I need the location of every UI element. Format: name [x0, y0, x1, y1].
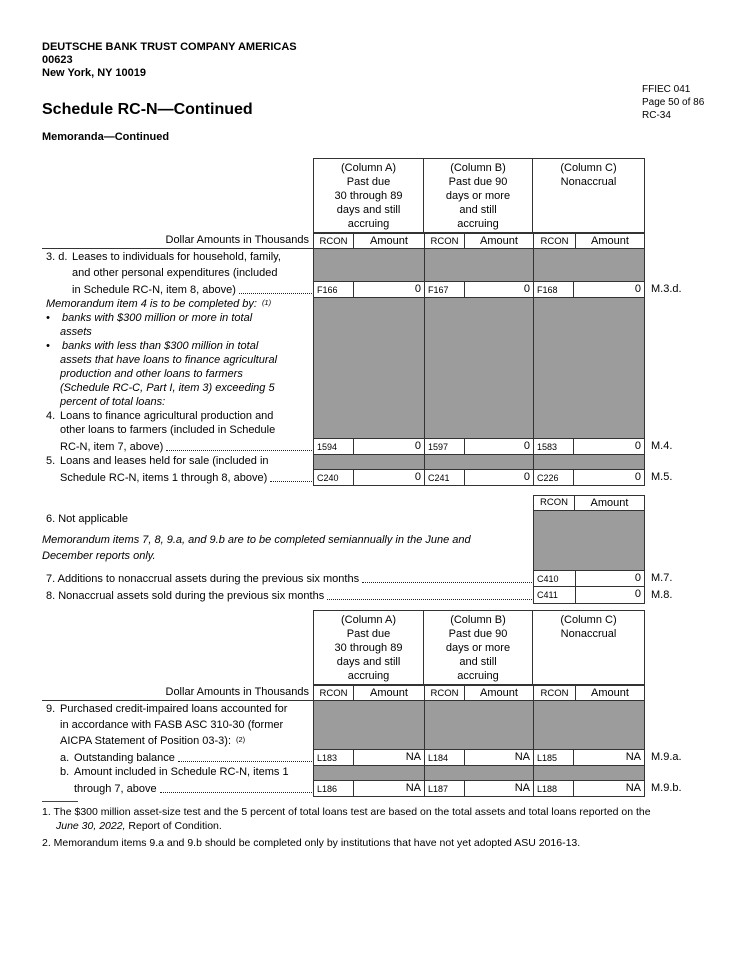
row-label-text: Schedule RC-N, items 1 through 8, above): [60, 472, 268, 484]
rcon-header-b: RCON: [424, 233, 464, 248]
row-label: [42, 326, 313, 340]
item-number: 4.: [46, 410, 56, 422]
table1-row-m5-line1: [42, 455, 645, 469]
shaded-cell: [533, 340, 645, 354]
shaded-cell: [424, 410, 533, 424]
row-label: [42, 749, 313, 766]
row-label: [42, 570, 533, 587]
footnote-1-date: June 30, 2022,: [56, 820, 126, 832]
row-label-text: Amount included in Schedule RC-N, items 1: [74, 766, 289, 778]
amount-value: 0: [634, 588, 641, 600]
row-label: [42, 410, 313, 424]
shaded-cell: [424, 396, 533, 410]
shaded-cell: [533, 326, 645, 340]
row-label-text: RC-N, item 7, above): [60, 441, 164, 453]
row-label-text: banks with less than $300 million in total: [62, 340, 259, 352]
footnote-separator: [42, 801, 78, 802]
item-number: 3. d.: [46, 251, 68, 263]
row-label: [42, 424, 313, 438]
shaded-cell: [533, 701, 645, 717]
shaded-cell: [424, 340, 533, 354]
column-a-line: 30 through 89: [334, 190, 403, 202]
row-label: [42, 312, 313, 326]
column-c-line: Nonaccrual: [560, 628, 617, 640]
table1-column-b-header: [423, 158, 533, 233]
cell-col-b: [424, 469, 533, 486]
row-label: [42, 733, 313, 749]
shaded-cell: [424, 326, 533, 340]
bank-name: DEUTSCHE BANK TRUST COMPANY AMERICAS: [42, 41, 297, 53]
table1-bullet1-line1: [42, 312, 645, 326]
cell-col-b: [424, 281, 533, 298]
column-b-line: (Column B): [450, 614, 506, 626]
rcon-code: C410: [534, 571, 576, 586]
row-label: [42, 469, 313, 486]
table1-bullet2-line4: [42, 382, 645, 396]
cell-col-c: [533, 570, 645, 587]
row-label-text: Leases to individuals for household, family,: [72, 251, 281, 263]
amount-header-c: Amount: [575, 233, 645, 248]
shaded-cell: [533, 455, 645, 469]
column-c-line: (Column C): [560, 614, 617, 626]
shaded-cell: [533, 396, 645, 410]
row-label: [42, 780, 313, 797]
amount-header-c: Amount: [575, 685, 645, 700]
shaded-cell: [533, 265, 645, 281]
rcon-code: F166: [314, 282, 354, 297]
row-label: [42, 587, 533, 604]
shaded-cell: [313, 340, 424, 354]
column-c-line: Nonaccrual: [560, 176, 617, 188]
shaded-cell: [313, 717, 424, 733]
shaded-cell: [424, 312, 533, 326]
column-a-line: days and still: [336, 204, 401, 216]
amount-value: NA: [625, 782, 641, 794]
table2-row-9-line3: [42, 733, 645, 749]
shaded-cell: [424, 424, 533, 438]
table2-column-b-header: [423, 610, 533, 685]
table1-bullet1-line2: [42, 326, 645, 340]
shaded-cell: [533, 511, 645, 570]
amount-header-b: Amount: [464, 685, 533, 700]
dotted-leader: [178, 761, 312, 762]
bullet-glyph: •: [46, 312, 50, 324]
dotted-leader: [362, 582, 532, 583]
row-label-text: in accordance with FASB ASC 310-30 (former: [60, 719, 284, 731]
row-label: [42, 396, 313, 410]
column-b-line: Past due 90: [448, 628, 508, 640]
bank-address: New York, NY 10019: [42, 67, 146, 79]
bank-id: 00623: [42, 54, 73, 66]
shaded-cell: [533, 312, 645, 326]
column-b-line: accruing: [457, 218, 499, 230]
amount-value: 0: [414, 283, 421, 295]
column-a-line: days and still: [336, 656, 401, 668]
shaded-cell: [424, 733, 533, 749]
amount-value: 0: [523, 471, 530, 483]
rcon-code: L185: [534, 750, 574, 765]
shaded-cell: [313, 424, 424, 438]
cell-col-c: [533, 469, 645, 486]
row-label-text: Outstanding balance: [74, 752, 175, 764]
column-c-line: (Column C): [560, 162, 617, 174]
row-m8-data: [42, 587, 672, 604]
cell-col-b: [424, 780, 533, 797]
row-label: [42, 766, 313, 780]
cell-col-a: [313, 780, 424, 797]
rcon-code: 1594: [314, 439, 354, 454]
shaded-cell: [424, 455, 533, 469]
table1-memo4-instruction: [42, 298, 645, 312]
column-a-line: (Column A): [340, 614, 397, 626]
row-label-text: production and other loans to farmers: [60, 368, 243, 380]
amount-value: NA: [405, 751, 421, 763]
row-label-text: 8. Nonaccrual assets sold during the previous six months: [46, 590, 325, 602]
column-a-line: accruing: [347, 218, 390, 230]
table2-row-9-line2: [42, 717, 645, 733]
shaded-cell: [533, 424, 645, 438]
amount-value: NA: [405, 782, 421, 794]
rcon-code: L186: [314, 781, 354, 796]
dotted-leader: [239, 293, 312, 294]
shaded-cell: [313, 382, 424, 396]
row-label: [42, 438, 313, 455]
shaded-cell: [313, 326, 424, 340]
amount-value: NA: [625, 751, 641, 763]
column-b-line: accruing: [457, 670, 499, 682]
column-b-line: and still: [459, 656, 497, 668]
shaded-cell: [533, 298, 645, 312]
table2-row-m9b-line1: [42, 766, 645, 780]
rcon-code: L187: [425, 781, 465, 796]
item-ref: M.5.: [651, 471, 673, 483]
amount-value: 0: [523, 440, 530, 452]
rcon-code: C241: [425, 470, 465, 485]
footnote-1-rest: Report of Condition.: [125, 820, 222, 832]
item-number: 5.: [46, 455, 56, 467]
column-b-line: and still: [459, 204, 497, 216]
row-label-text: through 7, above: [74, 783, 157, 795]
table1-subheader-row: [42, 233, 645, 249]
bullet-glyph: •: [46, 340, 50, 352]
cell-col-c: [533, 749, 645, 766]
cell-col-c: [533, 438, 645, 455]
shaded-cell: [533, 410, 645, 424]
row-label-text: 7. Additions to nonaccrual assets during the previous six months: [46, 573, 360, 585]
dotted-leader: [327, 599, 532, 600]
row-label-text: Loans to finance agricultural production and: [60, 410, 274, 422]
table1-row-m4-data: [42, 438, 672, 455]
table1-row-m5-data: [42, 469, 672, 486]
column-a-line: accruing: [347, 670, 390, 682]
amount-value: 0: [414, 471, 421, 483]
shaded-cell: [533, 382, 645, 396]
dotted-leader: [160, 792, 312, 793]
row-label: [42, 354, 313, 368]
rcon-code: C240: [314, 470, 354, 485]
table1-row-3d-line1: [42, 249, 645, 265]
row-label-text: AICPA Statement of Position 03-3):: [60, 735, 231, 747]
amount-value: 0: [634, 572, 641, 584]
row-label: [42, 340, 313, 354]
item-ref: M.9.b.: [651, 782, 682, 794]
item-ref: M.4.: [651, 440, 673, 452]
item-6-label: 6. Not applicable: [46, 513, 128, 525]
table2-column-c-header: [532, 610, 645, 685]
row-label: [42, 298, 313, 312]
memo-7-8-note-line2: December reports only.: [42, 550, 156, 562]
row-label-text: Loans and leases held for sale (included in: [60, 455, 269, 467]
amount-value: 0: [414, 440, 421, 452]
rcon-code: L184: [425, 750, 465, 765]
cell-col-b: [424, 438, 533, 455]
shaded-cell: [533, 368, 645, 382]
amount-value: NA: [514, 751, 530, 763]
column-b-line: Past due 90: [448, 176, 508, 188]
shaded-cell: [533, 354, 645, 368]
row-label-text: other loans to farmers (included in Schedule: [60, 424, 276, 436]
shaded-cell: [424, 717, 533, 733]
rcon-header-b: RCON: [424, 685, 464, 700]
amount-header-a: Amount: [353, 685, 424, 700]
dotted-leader: [270, 481, 312, 482]
table1-row-m4-line1: [42, 410, 645, 424]
rcon-code: 1597: [425, 439, 465, 454]
row-label: [42, 717, 313, 733]
schedule-page-code: RC-34: [642, 110, 671, 121]
shaded-cell: [313, 249, 424, 265]
rcon-code: L188: [534, 781, 574, 796]
amount-header-b: Amount: [464, 233, 533, 248]
row-label: [42, 368, 313, 382]
amount-value: 0: [634, 471, 641, 483]
amount-value: 0: [523, 283, 530, 295]
shaded-cell: [424, 766, 533, 780]
rcon-code: F168: [534, 282, 574, 297]
rcon-header: RCON: [533, 495, 575, 511]
footnote-ref-2: (2): [236, 735, 246, 744]
table2-row-9-line1: [42, 701, 645, 717]
row-label: [42, 701, 313, 717]
table2-row-m9a-data: [42, 749, 682, 766]
schedule-title: Schedule RC-N—Continued: [42, 101, 253, 118]
amount-value: 0: [634, 283, 641, 295]
form-number: FFIEC 041: [642, 84, 691, 95]
shaded-cell: [313, 733, 424, 749]
memoranda-subtitle: Memoranda—Continued: [42, 131, 170, 143]
column-b-line: days or more: [445, 642, 511, 654]
table1-column-c-header: [532, 158, 645, 233]
shaded-cell: [424, 382, 533, 396]
shaded-cell: [424, 265, 533, 281]
row-label-text: Memorandum item 4 is to be completed by:: [46, 298, 257, 310]
row-label-text: banks with $300 million or more in total: [62, 312, 253, 324]
table1-bullet2-line1: [42, 340, 645, 354]
table1-row-m3d-data: [42, 281, 682, 298]
shaded-cell: [533, 733, 645, 749]
item-ref: M.7.: [651, 572, 673, 584]
table1-row-3d-line2: [42, 265, 645, 281]
row-label-text: percent of total loans:: [60, 396, 166, 408]
column-b-line: (Column B): [450, 162, 506, 174]
shaded-cell: [313, 265, 424, 281]
row-label: [42, 265, 313, 281]
shaded-cell: [313, 312, 424, 326]
dollar-amounts-label: Dollar Amounts in Thousands: [165, 234, 309, 246]
footnote-ref-1: (1): [261, 298, 272, 307]
amount-value: NA: [514, 782, 530, 794]
table1-bullet2-line5: [42, 396, 645, 410]
column-b-line: days or more: [445, 190, 511, 202]
cell-col-a: [313, 749, 424, 766]
shaded-cell: [313, 410, 424, 424]
row-label-text: and other personal expenditures (included: [72, 267, 278, 279]
table1-bullet2-line3: [42, 368, 645, 382]
shaded-cell: [424, 354, 533, 368]
row-label-text: assets: [60, 326, 92, 338]
cell-col-b: [424, 749, 533, 766]
shaded-cell: [424, 298, 533, 312]
table2-row-m9b-data: [42, 780, 682, 797]
item-ref: M.9.a.: [651, 751, 682, 763]
rcon-header-a: RCON: [313, 685, 353, 700]
shaded-cell: [533, 717, 645, 733]
column-a-line: Past due: [346, 628, 391, 640]
page-number: Page 50 of 86: [642, 97, 705, 108]
row-label-text: in Schedule RC-N, item 8, above): [72, 284, 236, 296]
table1-row-m4-line2: [42, 424, 645, 438]
cell-col-a: [313, 438, 424, 455]
shaded-cell: [313, 368, 424, 382]
table2-subheader-row: [42, 685, 645, 701]
column-a-line: Past due: [346, 176, 391, 188]
row-label: [42, 455, 313, 469]
rcon-code: C411: [534, 587, 576, 603]
cell-col-c: [533, 587, 645, 604]
item-number: b.: [60, 766, 70, 778]
dollar-amounts-label: Dollar Amounts in Thousands: [165, 686, 309, 698]
table1-column-a-header: [313, 158, 424, 233]
shaded-cell: [313, 354, 424, 368]
dotted-leader: [166, 450, 312, 451]
memo-7-8-note-line1: Memorandum items 7, 8, 9.a, and 9.b are to be completed semiannually in the June and: [42, 534, 471, 546]
row-label-text: (Schedule RC-C, Part I, item 3) exceeding 5: [60, 382, 275, 394]
item-ref: M.8.: [651, 589, 673, 601]
shaded-cell: [313, 766, 424, 780]
row-label-text: assets that have loans to finance agricultural: [60, 354, 278, 366]
amount-header: Amount: [575, 495, 645, 511]
shaded-cell: [313, 298, 424, 312]
column-a-line: 30 through 89: [334, 642, 403, 654]
rcon-header-a: RCON: [313, 233, 353, 248]
shaded-cell: [533, 766, 645, 780]
shaded-cell: [313, 396, 424, 410]
rcon-code: L183: [314, 750, 354, 765]
cell-col-c: [533, 281, 645, 298]
cell-col-c: [533, 780, 645, 797]
amount-value: 0: [634, 440, 641, 452]
footnote-1-line1: 1. The $300 million asset-size test and the 5 percent of total loans test are based on the total assets and total loans reported on the: [42, 806, 651, 818]
item-number: a.: [60, 752, 70, 764]
shaded-cell: [424, 701, 533, 717]
row-label-text: Purchased credit-impaired loans accounted for: [60, 703, 288, 715]
rcon-header-c: RCON: [533, 233, 575, 248]
shaded-cell: [533, 249, 645, 265]
rcon-code: F167: [425, 282, 465, 297]
row-label: [42, 249, 313, 265]
row-label: [42, 281, 313, 298]
item-ref: M.3.d.: [651, 283, 682, 295]
row-m7-data: [42, 570, 672, 587]
amount-header-a: Amount: [353, 233, 424, 248]
shaded-cell: [313, 701, 424, 717]
rcon-code: C226: [534, 470, 574, 485]
footnote-1-line2: [56, 820, 222, 833]
cell-col-a: [313, 281, 424, 298]
shaded-cell: [424, 368, 533, 382]
shaded-cell: [313, 455, 424, 469]
item-number: 9.: [46, 703, 56, 715]
row-label: [42, 382, 313, 396]
shaded-cell: [424, 249, 533, 265]
footnote-2: 2. Memorandum items 9.a and 9.b should be completed only by institutions that have not yet adopted ASU 2016-13.: [42, 837, 581, 849]
table2-column-a-header: [313, 610, 424, 685]
rcon-header-c: RCON: [533, 685, 575, 700]
table1-bullet2-line2: [42, 354, 645, 368]
rcon-code: 1583: [534, 439, 574, 454]
column-a-line: (Column A): [340, 162, 397, 174]
mid-table-header: [533, 495, 645, 511]
cell-col-a: [313, 469, 424, 486]
